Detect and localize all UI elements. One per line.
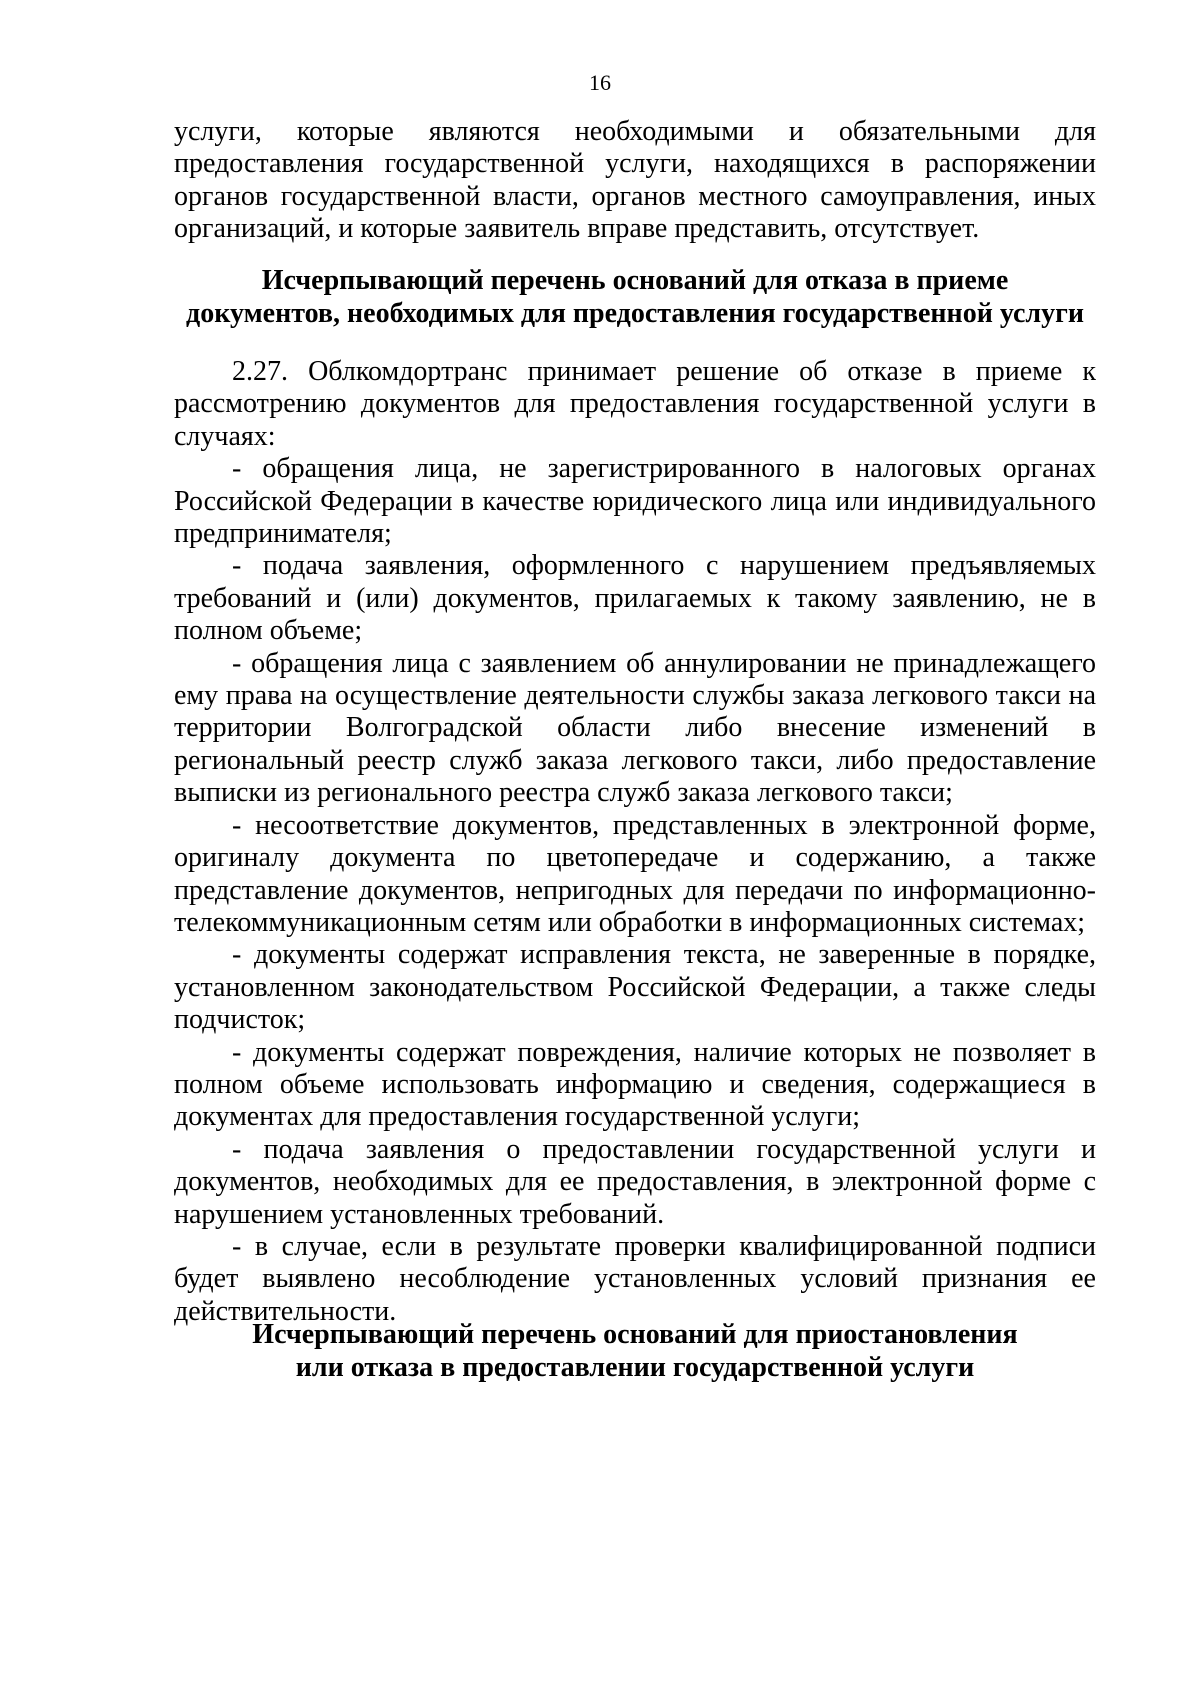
refusal-ground-item: - документы содержат повреждения, наличие которых не позволяет в полном объеме использовать информацию и сведения, содержащиеся в документах для предоставления государственной услуги; bbox=[174, 1036, 1096, 1133]
refusal-ground-item: - несоответствие документов, представленных в электронной форме, оригиналу документа по цветопередаче и содержанию, а также представление документов, непригодных для передачи по информационно-телекоммуникационным сетям или обработки в информационных системах; bbox=[174, 809, 1096, 938]
intro-paragraph-block bbox=[174, 116, 1096, 246]
refusal-ground-item: - документы содержат исправления текста, не заверенные в порядке, установленном законодательством Российской Федерации, а также следы подчисток; bbox=[174, 939, 1096, 1036]
clause-2-27-lead: 2.27. Облкомдортранс принимает решение об отказе в приеме к рассмотрению документов для предоставления государственной услуги в случаях: bbox=[174, 356, 1096, 452]
section-heading-line: Исчерпывающий перечень оснований для приостановления bbox=[252, 1319, 1018, 1350]
page-number: 16 bbox=[589, 70, 611, 95]
refusal-ground-item: - обращения лица, не зарегистрированного в налоговых органах Российской Федерации в качестве юридического лица или индивидуального предпринимателя; bbox=[174, 453, 1096, 550]
intro-paragraph: услуги, которые являются необходимыми и обязательными для предоставления государственной услуги, находящихся в распоряжении органов государственной власти, органов местного самоуправления, иных организаций, и которые заявитель вправе представить, отсутствует. bbox=[174, 116, 1096, 245]
refusal-ground-item: - обращения лица с заявлением об аннулировании не принадлежащего ему права на осуществление деятельности службы заказа легкового такси на территории Волгоградской области либо внесение изменений в региональный реестр служб заказа легкового такси, либо предоставление выписки из регионального реестра служб заказа легкового такси; bbox=[174, 647, 1096, 809]
refusal-ground-item: - подача заявления, оформленного с нарушением предъявляемых требований и (или) документов, прилагаемых к такому заявлению, не в полном объеме; bbox=[174, 550, 1096, 647]
section-heading-line: Исчерпывающий перечень оснований для отказа в приеме bbox=[261, 265, 1009, 296]
refusal-ground-item: - подача заявления о предоставлении государственной услуги и документов, необходимых для ее предоставления, в электронной форме с нарушением установленных требований. bbox=[174, 1133, 1096, 1230]
section-heading-line: документов, необходимых для предоставления государственной услуги bbox=[186, 298, 1084, 329]
refusal-ground-item: - в случае, если в результате проверки квалифицированной подписи будет выявлено несоблюдение установленных условий признания ее действительности. bbox=[174, 1230, 1096, 1327]
section-heading-refusal-acceptance bbox=[174, 264, 1096, 330]
section-heading-suspension-refusal bbox=[174, 1318, 1096, 1384]
section-2-27 bbox=[174, 356, 1096, 1328]
section-heading-line: или отказа в предоставлении государственной услуги bbox=[295, 1352, 975, 1383]
